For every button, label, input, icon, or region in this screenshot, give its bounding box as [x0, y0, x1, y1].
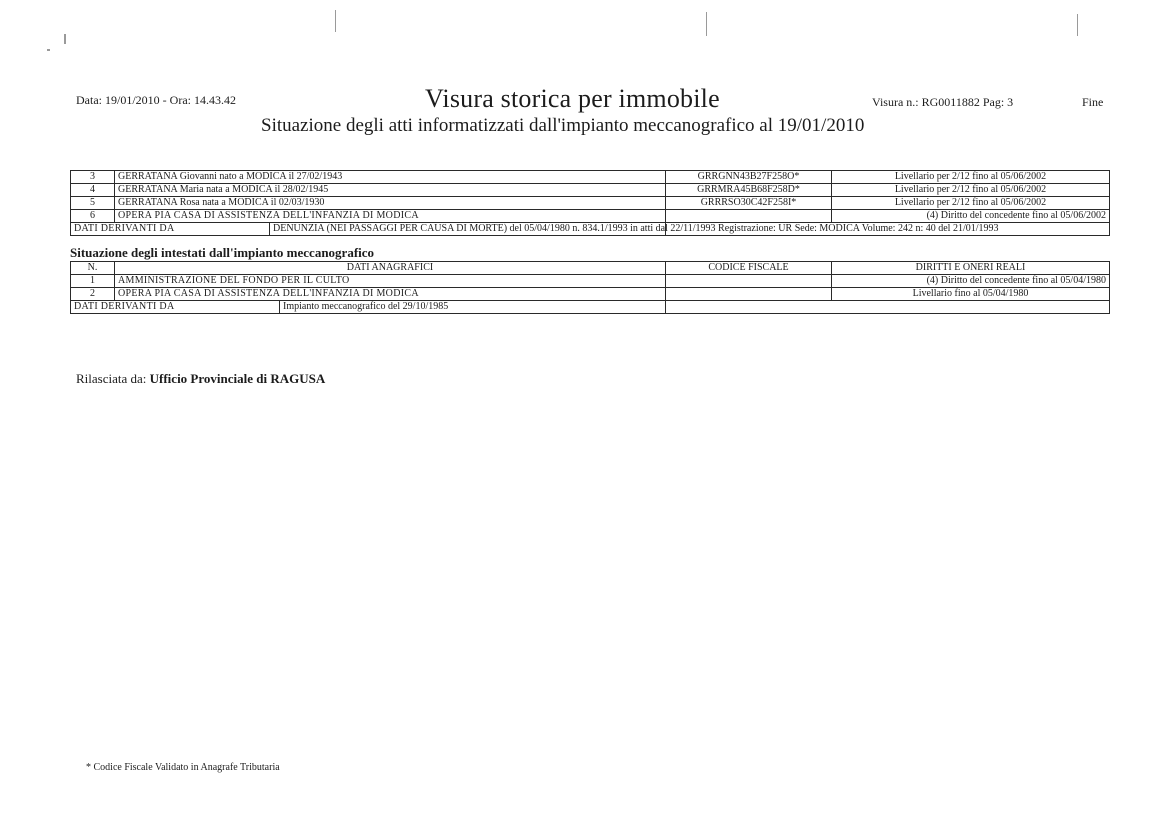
rights: (4) Diritto del concedente fino al 05/06/2002: [832, 210, 1110, 223]
table-row: [71, 210, 1110, 223]
owner-details: GERRATANA Rosa nata a MODICA il 02/03/1930: [115, 197, 666, 210]
derivanti-value: Impianto meccanografico del 29/10/1985: [283, 301, 449, 312]
tax-code: GRRGNN43B27F258O*: [666, 171, 832, 184]
footnote: * Codice Fiscale Validato in Anagrafe Tributaria: [86, 762, 280, 773]
end-marker: Fine: [1082, 95, 1104, 109]
tax-code: [666, 288, 832, 301]
owner-details: GERRATANA Maria nata a MODICA il 28/02/1945: [115, 184, 666, 197]
col-header-rights: DIRITTI E ONERI REALI: [832, 262, 1110, 275]
tax-code: [666, 275, 832, 288]
page-title: Visura storica per immobile: [425, 84, 720, 113]
scan-mark: [1077, 14, 1078, 36]
table-row: [71, 275, 1110, 288]
rights: Livellario per 2/12 fino al 05/06/2002: [832, 184, 1110, 197]
issued-by-label: Rilasciata da:: [76, 371, 147, 386]
row-number: 4: [71, 184, 115, 197]
table-row: [71, 184, 1110, 197]
table-header-row: [71, 262, 1110, 275]
owner-details: GERRATANA Giovanni nato a MODICA il 27/02/1943: [115, 171, 666, 184]
rights: Livellario per 2/12 fino al 05/06/2002: [832, 171, 1110, 184]
page-subtitle: Situazione degli atti informatizzati dall'impianto meccanografico al 19/01/2010: [261, 115, 865, 136]
table-row: [71, 197, 1110, 210]
intestati-table-continued: [70, 170, 1110, 236]
print-date-time: Data: 19/01/2010 - Ora: 14.43.42: [76, 93, 236, 107]
table-row: [71, 171, 1110, 184]
visura-reference: Visura n.: RG0011882 Pag: 3: [872, 95, 1014, 109]
derivanti-empty: [666, 301, 1110, 314]
table-row-derivanti: [71, 223, 1110, 236]
tax-code: GRRMRA45B68F258D*: [666, 184, 832, 197]
rights: Livellario fino al 05/04/1980: [832, 288, 1110, 301]
scan-mark: [47, 49, 50, 51]
intestati-impianto-table: [70, 261, 1110, 314]
table-row: [71, 288, 1110, 301]
row-number: 2: [71, 288, 115, 301]
row-number: 5: [71, 197, 115, 210]
col-header-tax-code: CODICE FISCALE: [666, 262, 832, 275]
rights: (4) Diritto del concedente fino al 05/04/1980: [832, 275, 1110, 288]
issued-by-office: Ufficio Provinciale di RAGUSA: [149, 371, 326, 386]
row-number: 3: [71, 171, 115, 184]
owner-details: OPERA PIA CASA DI ASSISTENZA DELL'INFANZIA DI MODICA: [115, 210, 666, 223]
scan-mark: [64, 34, 66, 44]
owner-details: OPERA PIA CASA DI ASSISTENZA DELL'INFANZIA DI MODICA: [115, 288, 666, 301]
derivanti-label: DATI DERIVANTI DA: [71, 223, 270, 235]
tax-code: GRRRSO30C42F258I*: [666, 197, 832, 210]
col-header-name: DATI ANAGRAFICI: [115, 262, 666, 275]
section-title: Situazione degli intestati dall'impianto meccanografico: [70, 245, 375, 260]
col-header-number: N.: [71, 262, 115, 275]
row-number: 1: [71, 275, 115, 288]
derivanti-label: DATI DERIVANTI DA: [71, 301, 280, 313]
derivanti-value: DENUNZIA (NEI PASSAGGI PER CAUSA DI MORTE) del 05/04/1980 n. 834.1/1993 in atti dal 22/11/1993 Registrazione: UR Sede: MODICA Volume: 242 n: 40 del 21/01/1993: [273, 223, 999, 234]
rights: Livellario per 2/12 fino al 05/06/2002: [832, 197, 1110, 210]
derivanti-cell: [71, 223, 999, 236]
row-number: 6: [71, 210, 115, 223]
scan-mark: [335, 10, 336, 32]
issued-by: [76, 371, 325, 387]
scan-mark: [706, 12, 707, 36]
derivanti-cell: [71, 301, 666, 314]
owner-details: AMMINISTRAZIONE DEL FONDO PER IL CULTO: [115, 275, 666, 288]
tax-code: [666, 210, 832, 223]
table-row-derivanti: [71, 301, 1110, 314]
